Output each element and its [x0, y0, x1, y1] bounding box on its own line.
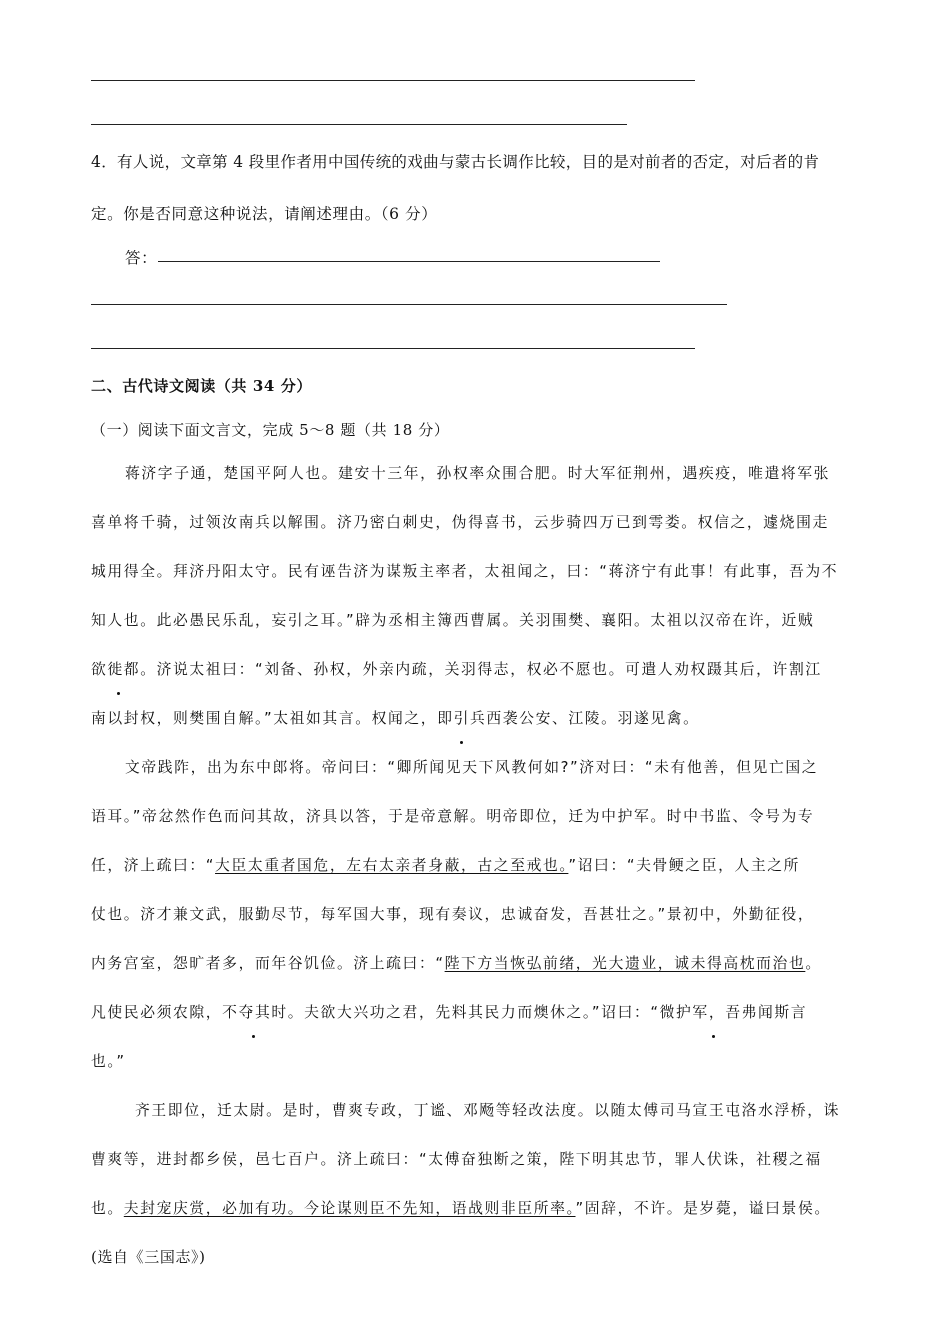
passage-line: 也。”: [91, 1053, 126, 1070]
passage-text: ”诏曰：“夫骨鲠之臣，人主之所: [568, 857, 801, 874]
passage-line: [91, 1197, 831, 1218]
passage-line: 曹爽等，进封都乡侯，邑七百户。济上疏曰：“太傅奋独断之策，陛下明其忠节，罪人伏诛，社稷之福: [91, 1151, 822, 1168]
passage-line: 凡使民必须农隙，不夺其时。夫欲大兴功之君，先料其民力而燠休之。”诏曰：“微护军，吾弗闻斯言: [91, 1004, 808, 1021]
passage-line: 语耳。”帝忿然作色而问其故，济具以答，于是帝意解。明帝即位，迁为中护军。时中书监、令号为专: [91, 808, 815, 825]
passage-line: 文帝践阼，出为东中郎将。帝问曰：“卿所闻见天下风教何如?”济对曰：“未有他善，但见亡国之: [125, 759, 819, 776]
passage-line: 欲徙都。济说太祖曰：“刘备、孙权，外亲内疏，关羽得志，权必不愿也。可遣人劝权蹑其后，许割江: [91, 661, 822, 678]
section-subtitle: （一）阅读下面文言文，完成 5～8 题（共 18 分）: [91, 421, 450, 439]
answer-line[interactable]: [91, 124, 627, 125]
passage-line: 仗也。济才兼文武，服勤尽节，每军国大事，现有奏议，忠诚奋发，吾甚壮之。”景初中，外勤征役，: [91, 906, 815, 923]
question-4-line-2: 定。你是否同意这种说法，请阐述理由。（6 分）: [91, 205, 438, 223]
answer-line[interactable]: [91, 348, 695, 349]
passage-line: 城用得全。拜济丹阳太守。民有诬告济为谋叛主率者，太祖闻之，曰：“蒋济宁有此事！有此事，吾为不: [91, 563, 839, 580]
passage-line: [91, 854, 800, 875]
passage-line: 知人也。此必愚民乐乱，妄引之耳。”辟为丞相主簿西曹属。关羽围樊、襄阳。太祖以汉帝在许，近贼: [91, 612, 815, 629]
answer-line[interactable]: [158, 261, 660, 262]
passage-text: 。: [805, 955, 822, 972]
passage-text: 任，济上疏曰：“: [91, 857, 216, 874]
passage-line: 喜单将千骑，过领汝南兵以解围。济乃密白刺史，伪得喜书，云步骑四万已到雩娄。权信之，遽烧围走: [91, 514, 829, 531]
answer-line[interactable]: [91, 80, 695, 81]
passage-line: 齐王即位，迁太尉。是时，曹爽专政，丁谧、邓飏等轻改法度。以随太傅司马宣王屯洛水浮桥，诛: [135, 1102, 841, 1119]
underlined-sentence-1: 大臣太重者国危，左右太亲者身蔽，古之至戒也。: [215, 857, 569, 874]
question-4-line-1: 4．有人说，文章第 4 段里作者用中国传统的戏曲与蒙古长调作比较，目的是对前者的否定，对后者的肯: [91, 153, 820, 171]
passage-text: 内务宫室，怨旷者多，而年谷饥俭。济上疏曰：“: [91, 955, 445, 972]
passage-text: ”固辞，不许。是岁薨，谥曰景侯。: [575, 1200, 831, 1217]
section-title: 二、古代诗文阅读（共 34 分）: [91, 377, 312, 395]
answer-label: 答：: [125, 249, 158, 267]
underlined-sentence-3: 夫封宠庆赏，必加有功。今论谋则臣不先知，语战则非臣所率。: [123, 1200, 576, 1217]
passage-line: 蒋济字子通，楚国平阿人也。建安十三年，孙权率众围合肥。时大军征荆州，遇疾疫，唯遣将军张: [125, 465, 831, 482]
passage-line: 南以封权，则樊围自解。”太祖如其言。权闻之，即引兵西袭公安、江陵。羽遂见禽。: [91, 710, 700, 727]
source-note: (选自《三国志》): [91, 1248, 206, 1266]
underlined-sentence-2: 陛下方当恢弘前绪，光大遗业，诚未得高枕而治也: [444, 955, 806, 972]
passage-line: [91, 952, 822, 973]
answer-line[interactable]: [91, 304, 727, 305]
passage-text: 也。: [91, 1200, 124, 1217]
